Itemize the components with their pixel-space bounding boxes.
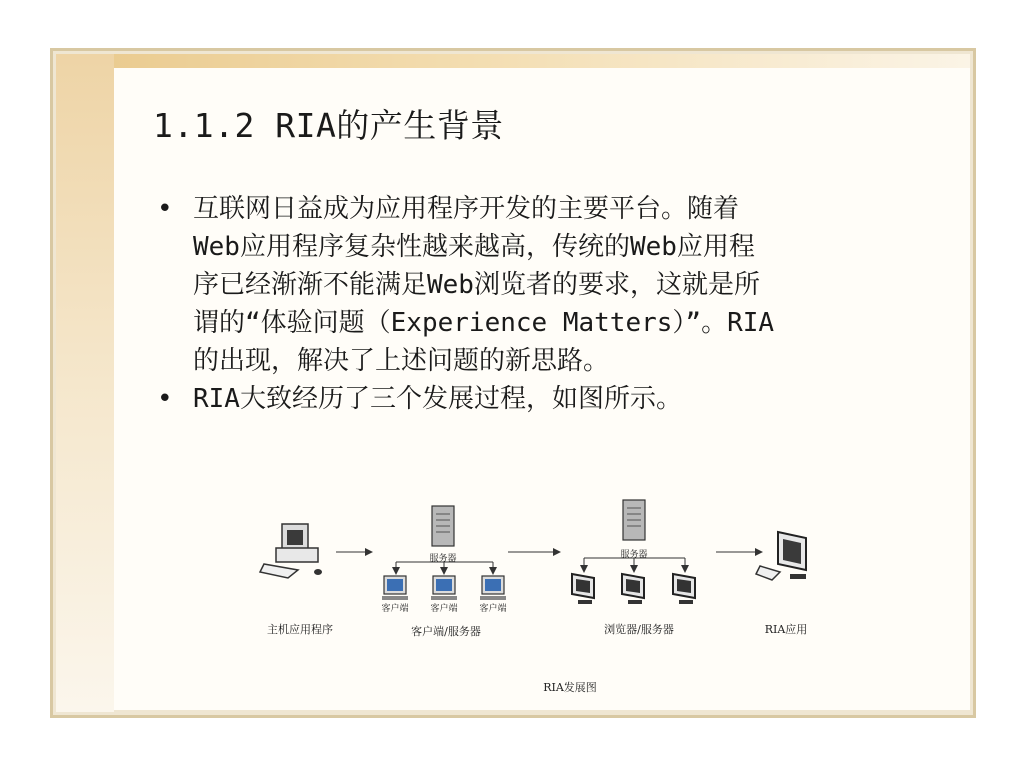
client-computer-icon (480, 576, 506, 600)
bullet-2-line-1: RIA大致经历了三个发展过程，如图所示。 (193, 384, 682, 414)
server-label-1: 服务器 (429, 554, 457, 564)
diagram-caption: RIA发展图 (543, 681, 597, 694)
diagram-graphics (250, 492, 830, 702)
stage-label-client-server: 客户端/服务器 (411, 625, 481, 638)
client-computer-icon (431, 576, 457, 600)
bullet-marker: • (157, 384, 173, 414)
stage-label-browser-server: 浏览器/服务器 (604, 623, 674, 636)
decorative-left-band (56, 54, 114, 712)
bullet-item-1 (155, 190, 935, 380)
bullet-1-line-1: 互联网日益成为应用程序开发的主要平台。随着 (193, 194, 740, 224)
client-label-1: 客户端 (381, 604, 409, 614)
slide-title: 1.1.2 RIA的产生背景 (153, 106, 504, 145)
client-label-3: 客户端 (479, 604, 507, 614)
browser-monitor-icon (622, 574, 644, 604)
bullet-1-line-5: 的出现，解决了上述问题的新思路。 (193, 346, 610, 376)
browser-monitor-icon (673, 574, 695, 604)
bullet-item-2 (155, 380, 935, 418)
client-computer-icon (382, 576, 408, 600)
browser-monitor-icon (572, 574, 594, 604)
bullet-1-line-3: 序已经渐渐不能满足Web浏览者的要求，这就是所 (193, 270, 760, 300)
decorative-header-band (56, 54, 970, 68)
bullet-marker: • (157, 194, 173, 224)
ria-development-diagram (250, 492, 830, 702)
stage-label-ria: RIA应用 (764, 623, 808, 636)
bullet-1-line-4: 谓的“体验问题（Experience Matters）”。RIA (193, 308, 775, 338)
client-label-2: 客户端 (430, 604, 458, 614)
stage-label-host: 主机应用程序 (267, 623, 333, 636)
bullet-list (155, 190, 935, 418)
bullet-1-line-2: Web应用程序复杂性越来越高，传统的Web应用程 (193, 232, 755, 262)
server-icon-1 (432, 506, 454, 546)
ria-computer-icon (756, 532, 806, 580)
server-icon-2 (623, 500, 645, 540)
server-label-2: 服务器 (620, 550, 648, 560)
host-computer-icon (260, 524, 322, 578)
